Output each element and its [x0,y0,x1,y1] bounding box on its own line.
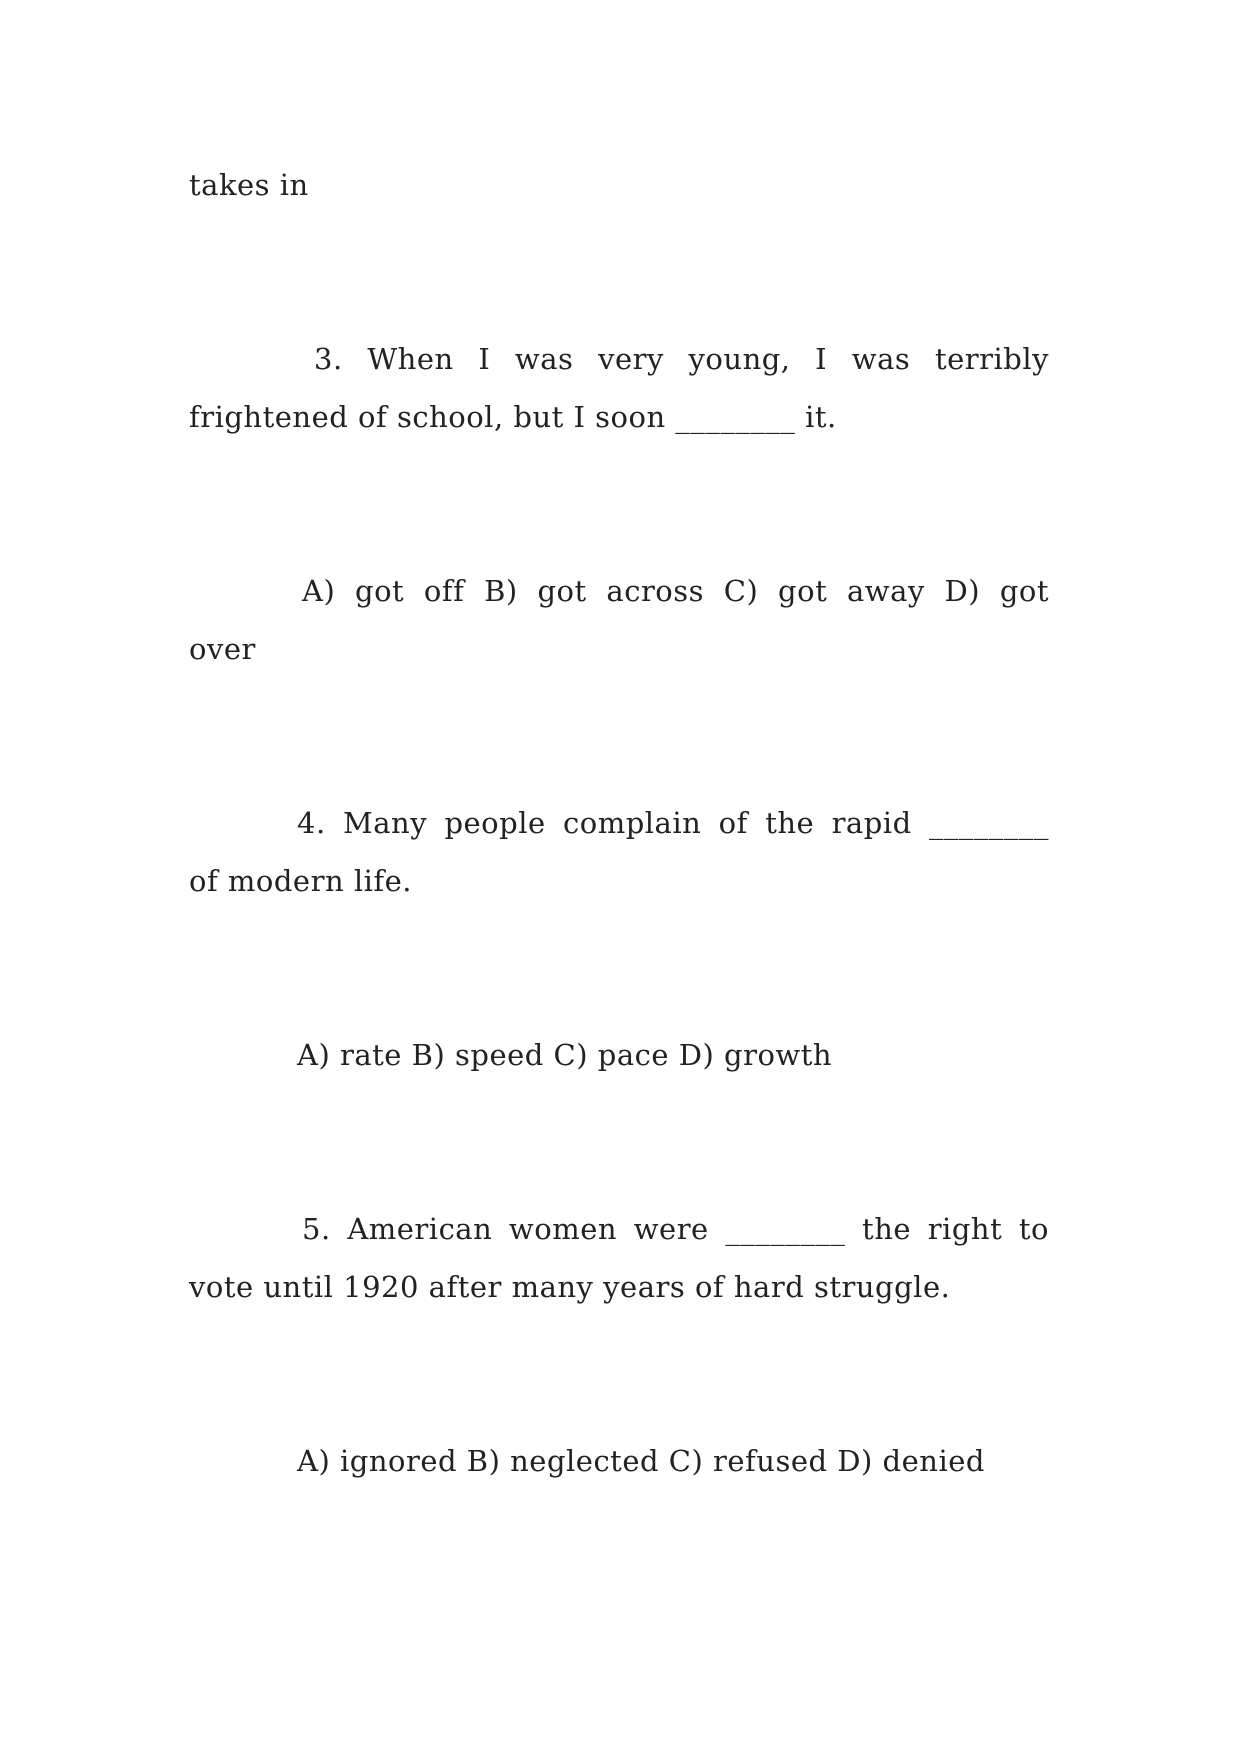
question-stem-line: 5. American women were ________ the right to [302,1212,1049,1246]
answer-options-line: A) ignored B) neglected C) refused D) denied [297,1444,985,1478]
answer-options-line: A) got off B) got across C) got away D) got [302,574,1049,608]
question-stem-line: vote until 1920 after many years of hard struggle. [189,1270,951,1304]
question-stem-line: of modern life. [189,864,413,898]
answer-options-line: A) rate B) speed C) pace D) growth [297,1038,833,1072]
question-stem-line: frightened of school, but I soon ________ it. [189,400,837,434]
question-stem-line: 3. When I was very young, I was terribly [314,342,1049,376]
continuation-text: takes in [189,168,309,202]
answer-options-line: over [189,632,256,666]
question-stem-line: 4. Many people complain of the rapid ________ [297,806,1049,840]
